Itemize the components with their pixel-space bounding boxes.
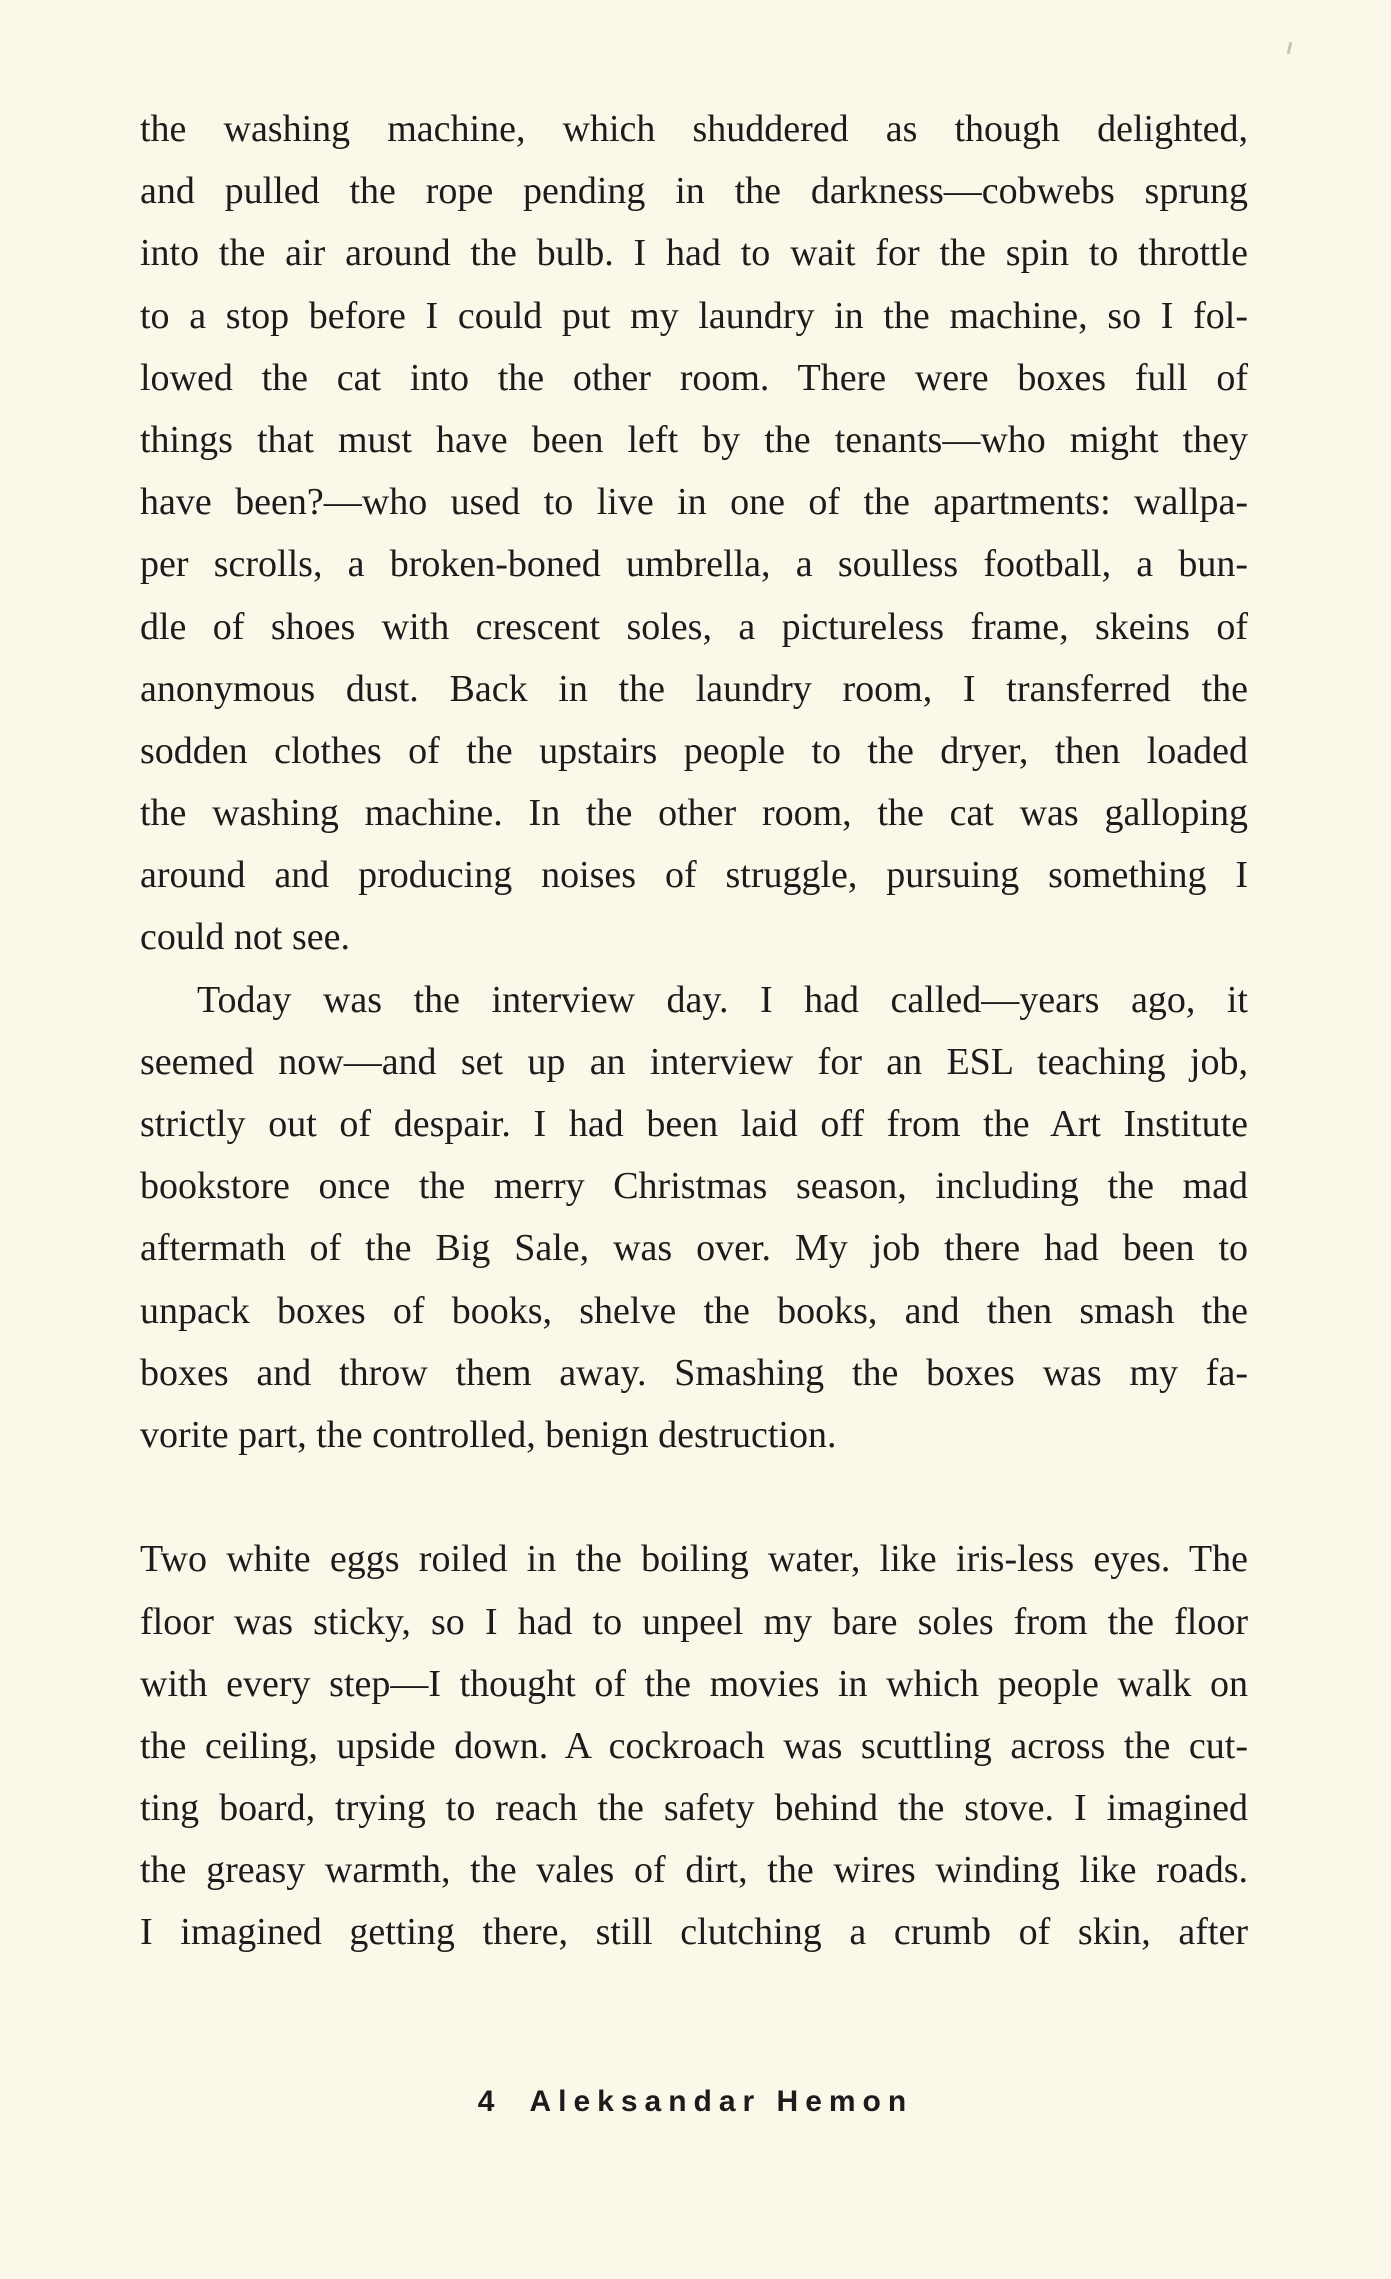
text-line: strictly out of despair. I had been laid off from the Art Institute <box>140 1103 1248 1145</box>
text-line: the washing machine, which shuddered as though delighted, <box>140 108 1248 150</box>
section-break <box>140 1466 1248 1528</box>
page-body <box>140 98 1248 1964</box>
text-line: Two white eggs roiled in the boiling water, like iris-less eyes. The <box>140 1538 1248 1581</box>
text-line: ting board, trying to reach the safety behind the stove. I imagined <box>140 1787 1248 1830</box>
page-number: 4 <box>477 2085 502 2118</box>
text-line: have been?—who used to live in one of the apartments: wallpa- <box>140 481 1248 524</box>
text-line: Today was the interview day. I had called—years ago, it <box>197 978 1248 1021</box>
text-line: boxes and throw them away. Smashing the boxes was my fa- <box>140 1351 1248 1394</box>
text-line: I imagined getting there, still clutching a crumb of skin, after <box>140 1911 1248 1954</box>
text-line: the ceiling, upside down. A cockroach was scuttling across the cut- <box>140 1724 1248 1767</box>
text-line: the washing machine. In the other room, the cat was galloping <box>140 792 1248 835</box>
text-line: the greasy warmth, the vales of dirt, the wires winding like roads. <box>140 1849 1248 1892</box>
text-line: could not see. <box>140 916 351 959</box>
text-line: bookstore once the merry Christmas season, including the mad <box>140 1165 1248 1208</box>
text-line: vorite part, the controlled, benign destruction. <box>140 1413 837 1456</box>
text-line: with every step—I thought of the movies in which people walk on <box>140 1662 1248 1705</box>
text-line: per scrolls, a broken-boned umbrella, a soulless football, a bun- <box>140 543 1248 586</box>
text-line: things that must have been left by the tenants—who might they <box>140 418 1248 461</box>
text-line: to a stop before I could put my laundry in the machine, so I fol- <box>140 294 1248 337</box>
text-line: sodden clothes of the upstairs people to the dryer, then loaded <box>140 729 1248 772</box>
text-line: around and producing noises of struggle, pursuing something I <box>140 854 1248 897</box>
text-line: aftermath of the Big Sale, was over. My job there had been to <box>140 1227 1248 1270</box>
running-footer <box>0 2085 1391 2119</box>
text-line: and pulled the rope pending in the darkness—cobwebs sprung <box>140 170 1248 213</box>
text-line: floor was sticky, so I had to unpeel my bare soles from the floor <box>140 1600 1248 1643</box>
page-speck <box>1287 42 1292 54</box>
text-line: anonymous dust. Back in the laundry room, I transferred the <box>140 667 1248 710</box>
text-line: into the air around the bulb. I had to wait for the spin to throttle <box>140 232 1248 275</box>
text-line: seemed now—and set up an interview for an ESL teaching job, <box>140 1040 1248 1083</box>
text-line: unpack boxes of books, shelve the books, and then smash the <box>140 1289 1248 1332</box>
text-line: lowed the cat into the other room. There were boxes full of <box>140 356 1248 399</box>
author-name: Aleksandar Hemon <box>529 2085 914 2118</box>
text-line: dle of shoes with crescent soles, a pictureless frame, skeins of <box>140 605 1248 648</box>
